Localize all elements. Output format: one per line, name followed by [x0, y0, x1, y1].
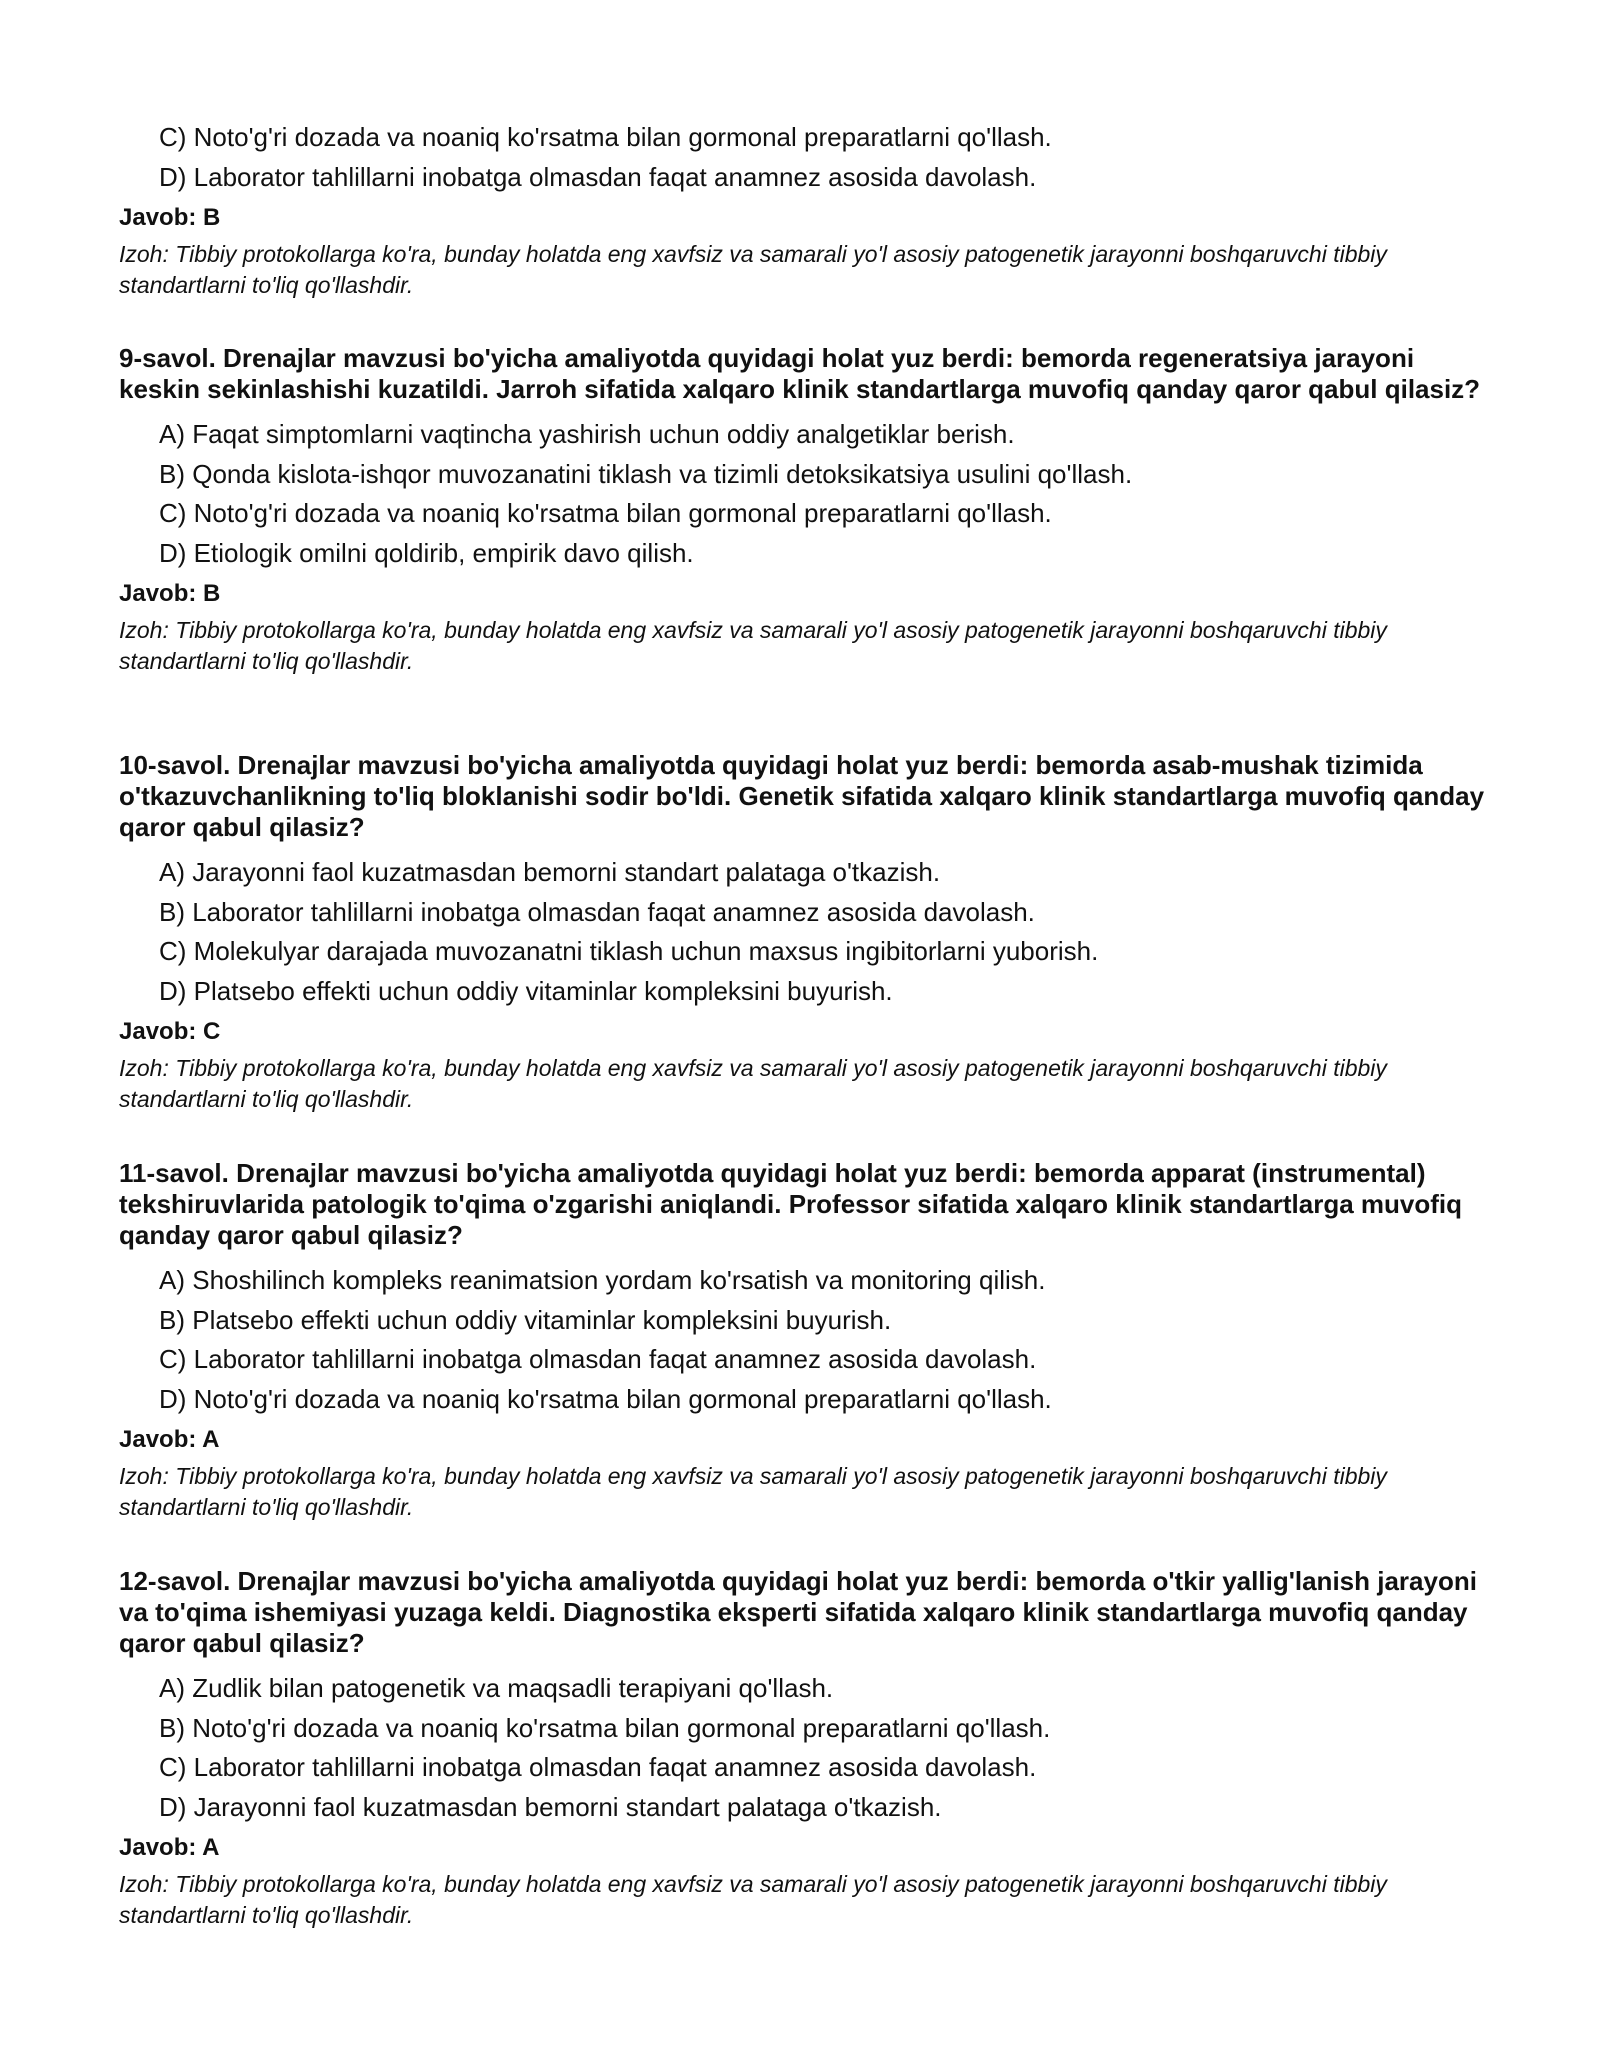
- option-d: D) Etiologik omilni qoldirib, empirik davo qilish.: [159, 537, 694, 568]
- options-list: [119, 1669, 1499, 1827]
- explanation-note: Izoh: Tibbiy protokollarga ko'ra, bunday holatda eng xavfsiz va samarali yo'l asosiy patogenetik jarayonni boshqaruvchi tibbiy standartlarni to'liq qo'llashdir.: [119, 241, 1387, 298]
- answer-label: Javob: A: [119, 1426, 220, 1453]
- answer-label: Javob: A: [119, 1834, 220, 1861]
- question-11: [119, 1158, 1499, 1523]
- option-a: A) Zudlik bilan patogenetik va maqsadli terapiyani qo'llash.: [159, 1673, 834, 1703]
- option-b: B) Qonda kislota-ishqor muvozanatini tiklash va tizimli detoksikatsiya usulini qo'llash.: [159, 458, 1133, 489]
- answer-label: Javob: C: [119, 1018, 221, 1045]
- explanation-note: Izoh: Tibbiy protokollarga ko'ra, bunday holatda eng xavfsiz va samarali yo'l asosiy patogenetik jarayonni boshqaruvchi tibbiy standartlarni to'liq qo'llashdir.: [119, 617, 1387, 674]
- explanation-note: Izoh: Tibbiy protokollarga ko'ra, bunday holatda eng xavfsiz va samarali yo'l asosiy patogenetik jarayonni boshqaruvchi tibbiy standartlarni to'liq qo'llashdir.: [119, 1871, 1387, 1928]
- options-list: [119, 415, 1499, 573]
- option-c: C) Noto'g'ri dozada va noaniq ko'rsatma bilan gormonal preparatlarni qo'llash.: [159, 498, 1052, 528]
- option-b: B) Platsebo effekti uchun oddiy vitaminlar kompleksini buyurish.: [159, 1304, 892, 1335]
- options-list: [119, 1261, 1499, 1419]
- option-a: A) Faqat simptomlarni vaqtincha yashirish uchun oddiy analgetiklar berish.: [159, 419, 1015, 449]
- option-d: D) Laborator tahlillarni inobatga olmasdan faqat anamnez asosida davolash.: [159, 161, 1037, 192]
- option-c: C) Laborator tahlillarni inobatga olmasdan faqat anamnez asosida davolash.: [159, 1344, 1037, 1374]
- option-c: C) Laborator tahlillarni inobatga olmasdan faqat anamnez asosida davolash.: [159, 1752, 1037, 1782]
- option-b: B) Laborator tahlillarni inobatga olmasdan faqat anamnez asosida davolash.: [159, 896, 1035, 927]
- question-10: [119, 750, 1499, 1115]
- question-text: 10-savol. Drenajlar mavzusi bo'yicha amaliyotda quyidagi holat yuz berdi: bemorda asab-mushak tizimida o'tkazuvchanlikning to'liq bloklanishi sodir bo'ldi. Genetik sifatida xalqaro klinik standartlarga muvofiq qanday qaror qabul qilasiz?: [119, 750, 1485, 842]
- option-b: B) Noto'g'ri dozada va noaniq ko'rsatma bilan gormonal preparatlarni qo'llash.: [159, 1712, 1051, 1743]
- question-text: 11-savol. Drenajlar mavzusi bo'yicha amaliyotda quyidagi holat yuz berdi: bemorda apparat (instrumental) tekshiruvlarida patologik to'qima o'zgarishi aniqlandi. Professor sifatida xalqaro klinik standartlarga muvofiq qanday qaror qabul qilasiz?: [119, 1158, 1463, 1250]
- question-text: 9-savol. Drenajlar mavzusi bo'yicha amaliyotda quyidagi holat yuz berdi: bemorda regeneratsiya jarayoni keskin sekinlashishi kuzatildi. Jarroh sifatida xalqaro klinik standartlarga muvofiq qanday qaror qabul qilasiz?: [119, 343, 1481, 404]
- question-12: [119, 1566, 1499, 1931]
- option-d: D) Jarayonni faol kuzatmasdan bemorni standart palataga o'tkazish.: [159, 1791, 942, 1822]
- option-a: A) Jarayonni faol kuzatmasdan bemorni standart palataga o'tkazish.: [159, 857, 941, 887]
- explanation-note: Izoh: Tibbiy protokollarga ko'ra, bunday holatda eng xavfsiz va samarali yo'l asosiy patogenetik jarayonni boshqaruvchi tibbiy standartlarni to'liq qo'llashdir.: [119, 1055, 1387, 1112]
- answer-label: Javob: B: [119, 204, 221, 231]
- option-d: D) Noto'g'ri dozada va noaniq ko'rsatma bilan gormonal preparatlarni qo'llash.: [159, 1383, 1052, 1414]
- options-list: [119, 118, 1509, 197]
- option-c: C) Noto'g'ri dozada va noaniq ko'rsatma bilan gormonal preparatlarni qo'llash.: [159, 122, 1052, 152]
- option-d: D) Platsebo effekti uchun oddiy vitaminlar kompleksini buyurish.: [159, 975, 893, 1006]
- option-a: A) Shoshilinch kompleks reanimatsion yordam ko'rsatish va monitoring qilish.: [159, 1265, 1046, 1295]
- question-9: [119, 343, 1499, 677]
- question-text: 12-savol. Drenajlar mavzusi bo'yicha amaliyotda quyidagi holat yuz berdi: bemorda o'tkir yallig'lanish jarayoni va to'qima ishemiyasi yuzaga keldi. Diagnostika eksperti sifatida xalqaro klinik standartlarga muvofiq qanday qaror qabul qilasiz?: [119, 1566, 1477, 1658]
- option-c: C) Molekulyar darajada muvozanatni tiklash uchun maxsus ingibitorlarni yuborish.: [159, 936, 1099, 966]
- answer-label: Javob: B: [119, 580, 221, 607]
- explanation-note: Izoh: Tibbiy protokollarga ko'ra, bunday holatda eng xavfsiz va samarali yo'l asosiy patogenetik jarayonni boshqaruvchi tibbiy standartlarni to'liq qo'llashdir.: [119, 1463, 1387, 1520]
- options-list: [119, 853, 1499, 1011]
- question-8-continuation: [119, 118, 1509, 301]
